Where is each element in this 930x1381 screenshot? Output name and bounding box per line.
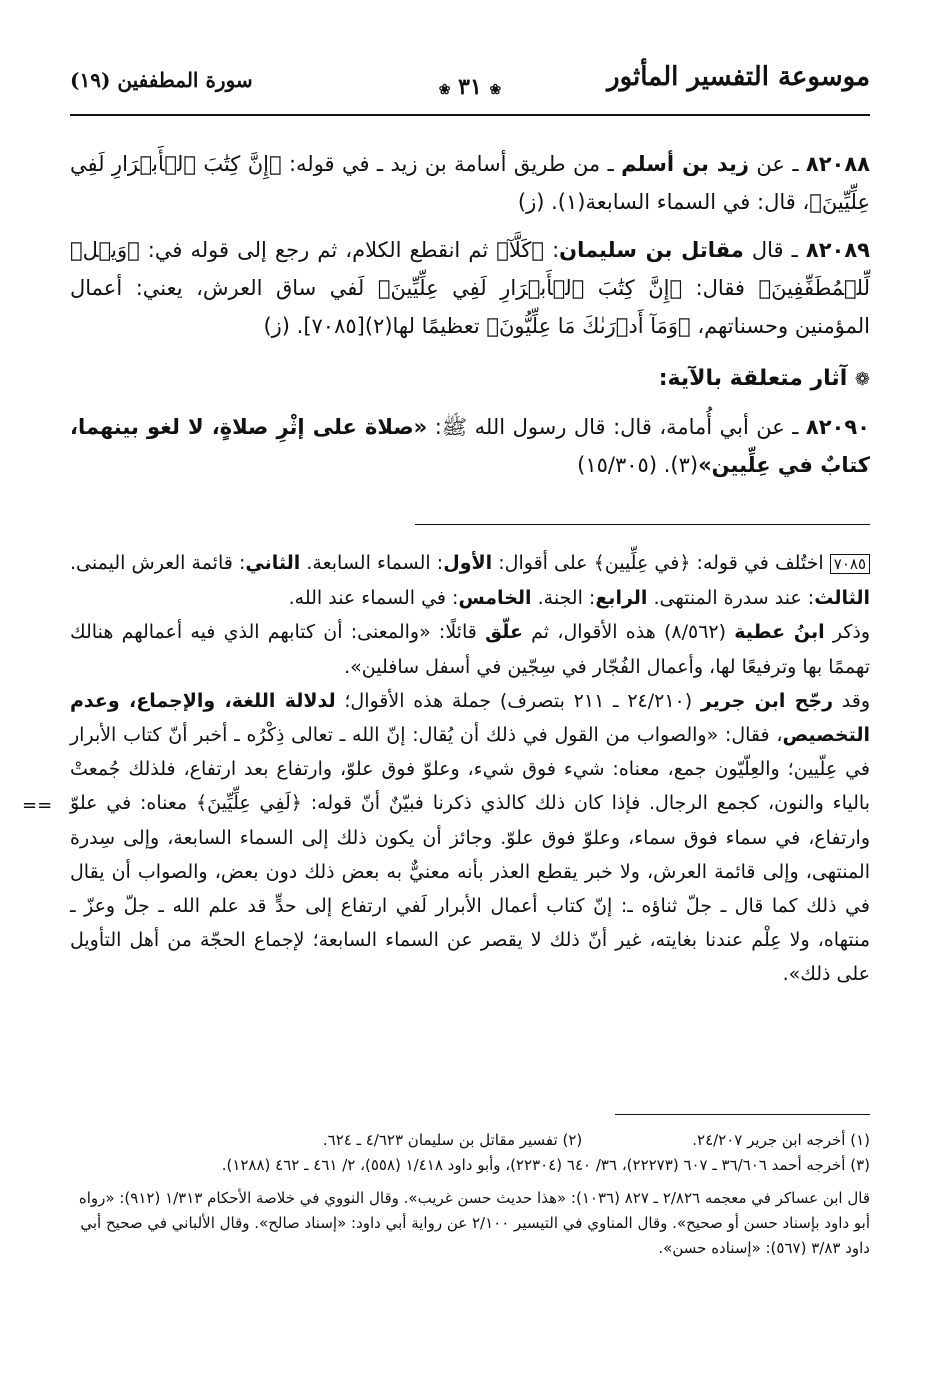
main-text [70, 145, 870, 494]
hadith-text: «صلاة على إثْرِ صلاةٍ، لا لغو بينهما، كتابٌ في عِلِّيين» [70, 415, 870, 477]
page-number-group [439, 74, 501, 100]
footnote-divider [615, 1114, 870, 1115]
section-heading: ❁ آثار متعلقة بالآية: [658, 366, 870, 391]
narrator-name: مقاتل بن سليمان [559, 238, 744, 262]
ornament-icon: ❀ [489, 82, 502, 98]
commentary-note: ٧٠٨٥ اختُلف في قوله: ﴿في عِلِّيين﴾ على أقوال: الأول: السماء السابعة. الثاني: قائمة العرش اليمنى. الثالث: عند سدرة المنتهى. الرابع: الجنة. الخامس: في السماء عند الله. وذكر ابنُ عطية (٨/٥٦٢) هذه الأقوال، ثم علّق قائلًا: «والمعنى: أن كتابهم الذي فيه أعمالهم هنالك تهممًا بها وترفيعًا لها، وأعمال الفُجّار في سِجّين في أسفل سافلين». وقد رجّح ابن جرير (٢٤/٢١٠ ـ ٢١١ بتصرف) جملة هذه الأقوال؛ لدلالة اللغة، والإجماع، وعدم التخصيص، فقال: «والصواب من القول في ذلك أن يُقال: إنّ الله ـ تعالى ذِكْرُه ـ أخبر أنّ كتاب الأبرار في عِلّيين؛ والعِلّيّون جمع، معناه: شيء فوق شيء، وعلوّ فوق علوّ، وارتفاع بعد ارتفاع، فلذلك جُمعتْ بالياء والنون، كجمع الرجال. فإذا كان ذلك كالذي ذكرنا فبيّنٌ أنّ قوله: ﴿لَفِي عِلِّيِّينَ﴾ معناه: في علوّ وارتفاع، في سماء فوق سماء، وعلوّ فوق علوّ. وجائز أن يكون ذلك إلى السماء السابعة، وإلى سِدرة المنتهى، وإلى قائمة العرش، ولا خبر يقطع العذر بأنه معنيٌّ به بعض ذلك دون بعض، والصواب أن يقال في ذلك كما قال ـ جلّ ثناؤه ـ: إنّ كتاب أعمال الأبرار لَفي ارتفاع إلى حدٍّ قد علم الله ـ جلّ وعزّ ـ منتهاه، ولا عِلْم عندنا بغايته، غير أنّ ذلك لا يقصر عن السماء السابعة؛ لإجماع الحجّة من أهل التأويل على ذلك». [70, 552, 871, 986]
footnote-3: (٣) أخرجه أحمد ٣٦/٦٠٦ ـ ٦٠٧ (٢٢٢٧٣)، ٣٦/ ٦٤٠ (٢٢٣٠٤)، وأبو داود ١/٤١٨ (٥٥٨)، ٢/ ٤٦١ ـ ٤٦٢ (١٢٨٨). [221, 1156, 870, 1174]
ornament-icon: ❀ [438, 82, 451, 98]
flower-icon: ❁ [854, 369, 870, 390]
entry-number: ٨٢٠٩٠ [805, 415, 870, 439]
footnote-2: (٢) تفسير مقاتل بن سليمان ٤/٦٢٣ ـ ٦٢٤. [322, 1131, 583, 1149]
entry-82088: ٨٢٠٨٨ ـ عن زيد بن أسلم ـ من طريق أسامة بن زيد ـ في قوله: ﴿إِنَّ كِتَٰبَ ٱلۡأَبۡرَارِ لَفِي عِلِّيِّينَ﴾، قال: في السماء السابعة(١). (ز) [70, 152, 870, 214]
page-header [70, 62, 870, 114]
entry-82090: ٨٢٠٩٠ ـ عن أبي أُمامة، قال: قال رسول الله ﷺ: «صلاة على إثْرِ صلاةٍ، لا لغو بينهما، كتابٌ في عِلِّيين»(٣). (١٥/٣٠٥) [70, 415, 870, 477]
note-divider [415, 524, 870, 525]
book-title: موسوعة التفسير المأثور [607, 62, 870, 92]
header-rule [70, 114, 870, 116]
narrator-name: زيد بن أسلم [621, 152, 750, 176]
footnote-row [70, 1128, 870, 1153]
note-number-box: ٧٠٨٥ [830, 554, 870, 574]
footnotes [70, 1128, 870, 1261]
entry-text: : ﴿كَلَّآ﴾ ثم انقطع الكلام، ثم رجع إلى قوله في: ﴿وَيۡلٞ لِّلۡمُطَفِّفِينَ﴾ فقال: ﴿إِنَّ كِتَٰبَ ٱلۡأَبۡرَارِ لَفِي عِلِّيِّينَ﴾ لَفي ساق العرش، يعني: أعمال المؤمنين وحسناتهم، ﴿وَمَآ أَدۡرَىٰكَ مَا عِلِّيُّونَ﴾ تعظيمًا لها(٢)[٧٠٨٥]. (ز) [70, 238, 870, 338]
footnote-3-extended: قال ابن عساكر في معجمه ٢/٨٢٦ ـ ٨٢٧ (١٠٣٦): «هذا حديث حسن غريب». وقال النووي في خلاصة الأحكام ١/٣١٣ (٩١٢): «رواه أبو داود بإسناد حسن أو صحيح». وقال المناوي في التيسير ٢/١٠٠ عن رواية أبي داود: «إسناد صالح». وقال الألباني في صحيح أبي داود ٣/٨٣ (٥٦٧): «إسناده حسن». [78, 1189, 870, 1257]
page-number: ٣١ [458, 74, 482, 100]
entry-number: ٨٢٠٨٩ [805, 238, 870, 262]
footnote-1: (١) أخرجه ابن جرير ٢٤/٢٠٧. [692, 1131, 870, 1149]
surah-title: سورة المطففين (١٩) [70, 68, 253, 92]
continuation-mark: == [22, 795, 53, 816]
entry-number: ٨٢٠٨٨ [805, 152, 870, 176]
entry-text: ـ من طريق أسامة بن زيد ـ في قوله: ﴿إِنَّ كِتَٰبَ ٱلۡأَبۡرَارِ لَفِي عِلِّيِّينَ﴾، قال: في السماء السابعة(١). (ز) [70, 152, 870, 214]
entry-82089: ٨٢٠٨٩ ـ قال مقاتل بن سليمان: ﴿كَلَّآ﴾ ثم انقطع الكلام، ثم رجع إلى قوله في: ﴿وَيۡلٞ لِّلۡمُطَفِّفِينَ﴾ فقال: ﴿إِنَّ كِتَٰبَ ٱلۡأَبۡرَارِ لَفِي عِلِّيِّينَ﴾ لَفي ساق العرش، يعني: أعمال المؤمنين وحسناتهم، ﴿وَمَآ أَدۡرَىٰكَ مَا عِلِّيُّونَ﴾ تعظيمًا لها(٢)[٧٠٨٥]. (ز) [70, 238, 870, 338]
